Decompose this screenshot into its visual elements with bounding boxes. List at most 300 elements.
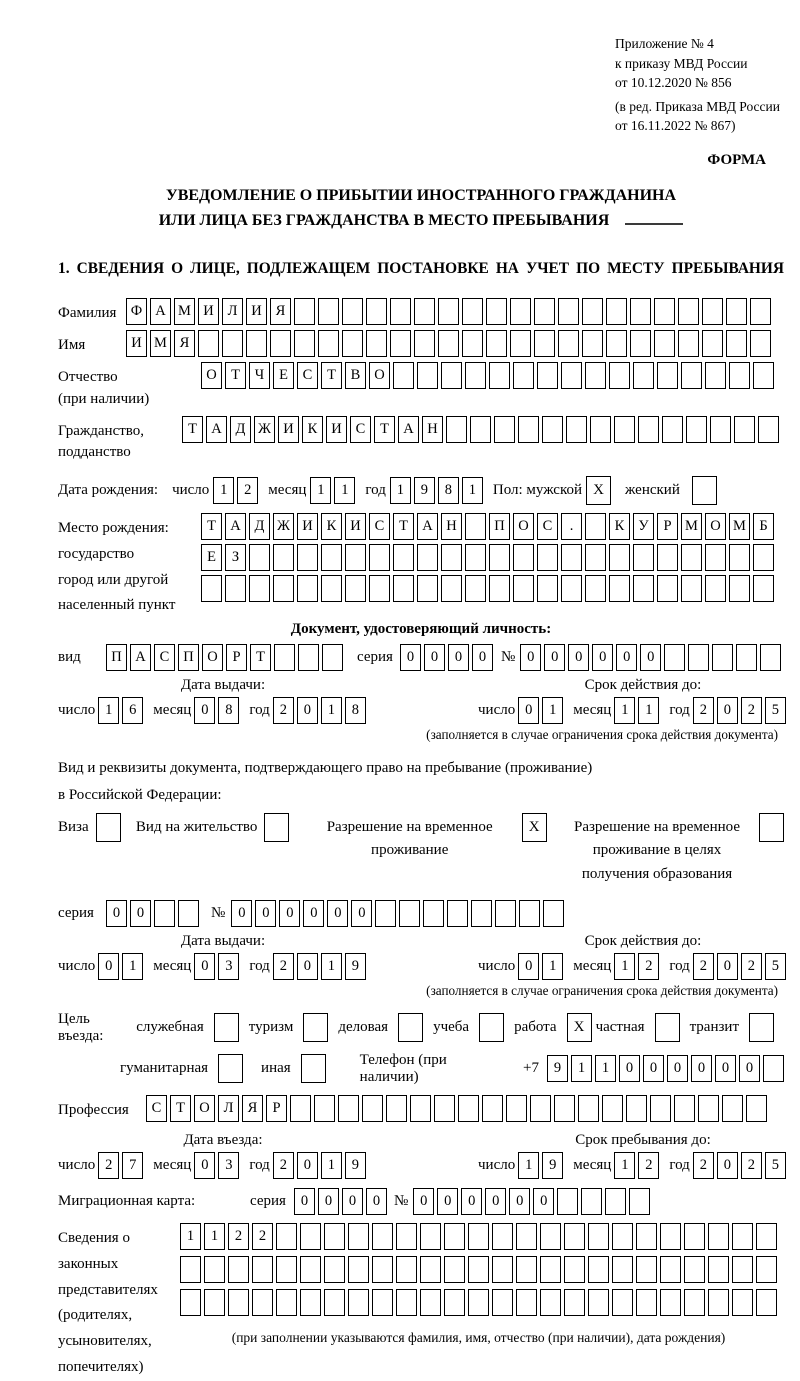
char-box[interactable]: О [369, 362, 390, 389]
char-box[interactable] [322, 644, 343, 671]
char-box[interactable]: 9 [345, 953, 366, 980]
char-box[interactable]: И [278, 416, 299, 443]
char-box[interactable] [684, 1223, 705, 1250]
char-box[interactable]: 2 [237, 477, 258, 504]
char-box[interactable]: Н [422, 416, 443, 443]
char-box[interactable] [662, 416, 683, 443]
char-box[interactable] [590, 416, 611, 443]
char-box[interactable]: 0 [342, 1188, 363, 1215]
char-box[interactable] [252, 1289, 273, 1316]
char-box[interactable] [458, 1095, 479, 1122]
char-box[interactable]: 0 [279, 900, 300, 927]
char-box[interactable]: Д [230, 416, 251, 443]
char-box[interactable] [393, 575, 414, 602]
char-box[interactable] [636, 1223, 657, 1250]
char-box[interactable] [681, 575, 702, 602]
char-box[interactable] [465, 362, 486, 389]
char-box[interactable] [750, 298, 771, 325]
char-box[interactable]: 9 [414, 477, 435, 504]
char-box[interactable]: 8 [218, 697, 239, 724]
char-box[interactable] [420, 1223, 441, 1250]
char-box[interactable] [324, 1223, 345, 1250]
char-box[interactable]: А [225, 513, 246, 540]
char-box[interactable] [465, 575, 486, 602]
char-box[interactable]: 0 [437, 1188, 458, 1215]
char-box[interactable] [753, 362, 774, 389]
char-box[interactable] [372, 1223, 393, 1250]
char-box[interactable]: 2 [693, 953, 714, 980]
char-box[interactable] [300, 1256, 321, 1283]
char-box[interactable]: Т [201, 513, 222, 540]
char-box[interactable]: 0 [592, 644, 613, 671]
char-box[interactable] [375, 900, 396, 927]
char-box[interactable]: 0 [424, 644, 445, 671]
char-box[interactable] [513, 575, 534, 602]
char-box[interactable]: М [150, 330, 171, 357]
char-box[interactable] [702, 298, 723, 325]
char-box[interactable]: С [369, 513, 390, 540]
char-box[interactable]: 2 [741, 697, 762, 724]
char-box[interactable]: Т [225, 362, 246, 389]
char-box[interactable]: 0 [194, 1152, 215, 1179]
char-box[interactable] [298, 644, 319, 671]
char-box[interactable]: Е [273, 362, 294, 389]
char-box[interactable]: М [729, 513, 750, 540]
char-box[interactable] [756, 1223, 777, 1250]
char-box[interactable] [530, 1095, 551, 1122]
char-box[interactable]: И [297, 513, 318, 540]
char-box[interactable]: 2 [252, 1223, 273, 1250]
char-box[interactable] [688, 644, 709, 671]
char-box[interactable] [684, 1256, 705, 1283]
char-box[interactable] [462, 298, 483, 325]
char-box[interactable]: 9 [345, 1152, 366, 1179]
char-box[interactable] [324, 1289, 345, 1316]
char-box[interactable]: Ж [273, 513, 294, 540]
char-box[interactable] [345, 544, 366, 571]
purpose-private-checkbox[interactable] [655, 1013, 680, 1042]
char-box[interactable]: 2 [98, 1152, 119, 1179]
char-box[interactable] [581, 1188, 602, 1215]
char-box[interactable] [348, 1223, 369, 1250]
char-box[interactable]: 1 [571, 1055, 592, 1082]
purpose-study-checkbox[interactable] [479, 1013, 504, 1042]
char-box[interactable] [626, 1095, 647, 1122]
char-box[interactable] [633, 544, 654, 571]
char-box[interactable]: 2 [273, 953, 294, 980]
char-box[interactable] [492, 1289, 513, 1316]
char-box[interactable] [588, 1256, 609, 1283]
char-box[interactable] [609, 544, 630, 571]
char-box[interactable]: К [609, 513, 630, 540]
char-box[interactable]: Л [218, 1095, 239, 1122]
char-box[interactable] [486, 298, 507, 325]
char-box[interactable]: 0 [400, 644, 421, 671]
char-box[interactable] [345, 575, 366, 602]
purpose-other-checkbox[interactable] [301, 1054, 326, 1083]
char-box[interactable] [674, 1095, 695, 1122]
char-box[interactable] [753, 575, 774, 602]
char-box[interactable] [297, 575, 318, 602]
char-box[interactable] [516, 1223, 537, 1250]
char-box[interactable]: 0 [485, 1188, 506, 1215]
char-box[interactable]: 3 [218, 953, 239, 980]
char-box[interactable] [543, 900, 564, 927]
char-box[interactable] [636, 1289, 657, 1316]
char-box[interactable] [444, 1289, 465, 1316]
char-box[interactable] [712, 644, 733, 671]
char-box[interactable] [630, 330, 651, 357]
char-box[interactable] [537, 362, 558, 389]
char-box[interactable] [678, 330, 699, 357]
char-box[interactable] [585, 362, 606, 389]
char-box[interactable]: 0 [715, 1055, 736, 1082]
char-box[interactable] [273, 575, 294, 602]
char-box[interactable] [252, 1256, 273, 1283]
char-box[interactable] [297, 544, 318, 571]
char-box[interactable] [396, 1256, 417, 1283]
char-box[interactable]: О [513, 513, 534, 540]
char-box[interactable]: 2 [693, 697, 714, 724]
char-box[interactable] [423, 900, 444, 927]
char-box[interactable] [708, 1289, 729, 1316]
char-box[interactable] [417, 362, 438, 389]
char-box[interactable] [249, 575, 270, 602]
char-box[interactable] [705, 544, 726, 571]
char-box[interactable] [180, 1256, 201, 1283]
char-box[interactable] [638, 416, 659, 443]
char-box[interactable] [654, 298, 675, 325]
char-box[interactable]: 2 [638, 1152, 659, 1179]
char-box[interactable] [154, 900, 175, 927]
char-box[interactable]: 0 [640, 644, 661, 671]
char-box[interactable] [678, 298, 699, 325]
purpose-business-checkbox[interactable] [398, 1013, 423, 1042]
char-box[interactable]: 1 [321, 953, 342, 980]
char-box[interactable] [540, 1256, 561, 1283]
char-box[interactable]: 0 [667, 1055, 688, 1082]
char-box[interactable]: 1 [638, 697, 659, 724]
char-box[interactable] [554, 1095, 575, 1122]
char-box[interactable]: 0 [509, 1188, 530, 1215]
purpose-work-checkbox[interactable]: X [567, 1013, 592, 1042]
char-box[interactable] [417, 575, 438, 602]
char-box[interactable] [557, 1188, 578, 1215]
char-box[interactable] [222, 330, 243, 357]
char-box[interactable]: 8 [438, 477, 459, 504]
char-box[interactable] [518, 416, 539, 443]
char-box[interactable] [228, 1289, 249, 1316]
char-box[interactable] [746, 1095, 767, 1122]
char-box[interactable]: 1 [321, 697, 342, 724]
char-box[interactable] [468, 1256, 489, 1283]
temp-residence-education-checkbox[interactable] [759, 813, 784, 842]
char-box[interactable]: О [194, 1095, 215, 1122]
char-box[interactable] [686, 416, 707, 443]
char-box[interactable] [660, 1289, 681, 1316]
char-box[interactable] [366, 330, 387, 357]
char-box[interactable] [614, 416, 635, 443]
char-box[interactable] [732, 1289, 753, 1316]
char-box[interactable] [444, 1256, 465, 1283]
char-box[interactable] [489, 575, 510, 602]
char-box[interactable]: 9 [547, 1055, 568, 1082]
char-box[interactable] [513, 544, 534, 571]
char-box[interactable]: 0 [461, 1188, 482, 1215]
char-box[interactable]: 0 [106, 900, 127, 927]
char-box[interactable] [198, 330, 219, 357]
char-box[interactable] [417, 544, 438, 571]
char-box[interactable] [660, 1223, 681, 1250]
char-box[interactable]: 1 [390, 477, 411, 504]
char-box[interactable]: 0 [327, 900, 348, 927]
char-box[interactable] [506, 1095, 527, 1122]
char-box[interactable] [750, 330, 771, 357]
char-box[interactable]: 0 [518, 697, 539, 724]
char-box[interactable] [702, 330, 723, 357]
char-box[interactable] [609, 362, 630, 389]
char-box[interactable] [582, 298, 603, 325]
char-box[interactable] [492, 1256, 513, 1283]
char-box[interactable] [758, 416, 779, 443]
char-box[interactable]: 8 [345, 697, 366, 724]
char-box[interactable] [300, 1289, 321, 1316]
char-box[interactable] [386, 1095, 407, 1122]
char-box[interactable] [495, 900, 516, 927]
char-box[interactable]: 0 [533, 1188, 554, 1215]
char-box[interactable]: М [174, 298, 195, 325]
char-box[interactable]: К [321, 513, 342, 540]
char-box[interactable] [470, 416, 491, 443]
char-box[interactable] [468, 1289, 489, 1316]
char-box[interactable]: 7 [122, 1152, 143, 1179]
char-box[interactable]: Т [170, 1095, 191, 1122]
char-box[interactable]: 1 [334, 477, 355, 504]
char-box[interactable] [636, 1256, 657, 1283]
char-box[interactable] [444, 1223, 465, 1250]
char-box[interactable]: 1 [204, 1223, 225, 1250]
char-box[interactable] [585, 544, 606, 571]
char-box[interactable] [602, 1095, 623, 1122]
char-box[interactable] [540, 1289, 561, 1316]
char-box[interactable]: 1 [180, 1223, 201, 1250]
char-box[interactable]: 0 [255, 900, 276, 927]
char-box[interactable]: 2 [273, 1152, 294, 1179]
char-box[interactable]: Т [393, 513, 414, 540]
char-box[interactable] [300, 1223, 321, 1250]
char-box[interactable]: Т [250, 644, 271, 671]
char-box[interactable]: А [150, 298, 171, 325]
char-box[interactable] [324, 1256, 345, 1283]
char-box[interactable] [684, 1289, 705, 1316]
char-box[interactable]: Ч [249, 362, 270, 389]
char-box[interactable]: О [201, 362, 222, 389]
char-box[interactable]: К [302, 416, 323, 443]
char-box[interactable]: 0 [520, 644, 541, 671]
char-box[interactable]: 0 [616, 644, 637, 671]
char-box[interactable]: Р [657, 513, 678, 540]
char-box[interactable] [494, 416, 515, 443]
char-box[interactable]: 1 [542, 953, 563, 980]
purpose-tourism-checkbox[interactable] [303, 1013, 328, 1042]
char-box[interactable]: 0 [413, 1188, 434, 1215]
char-box[interactable]: Т [321, 362, 342, 389]
char-box[interactable] [314, 1095, 335, 1122]
char-box[interactable] [348, 1289, 369, 1316]
char-box[interactable] [734, 416, 755, 443]
char-box[interactable] [588, 1289, 609, 1316]
char-box[interactable] [441, 362, 462, 389]
char-box[interactable]: 1 [614, 697, 635, 724]
char-box[interactable] [612, 1289, 633, 1316]
char-box[interactable]: 2 [273, 697, 294, 724]
char-box[interactable] [729, 544, 750, 571]
char-box[interactable]: А [398, 416, 419, 443]
char-box[interactable]: Т [182, 416, 203, 443]
char-box[interactable] [708, 1256, 729, 1283]
char-box[interactable] [438, 330, 459, 357]
char-box[interactable]: 5 [765, 697, 786, 724]
char-box[interactable]: 1 [310, 477, 331, 504]
residence-permit-checkbox[interactable] [264, 813, 289, 842]
char-box[interactable] [510, 298, 531, 325]
char-box[interactable] [537, 575, 558, 602]
char-box[interactable]: 0 [194, 953, 215, 980]
char-box[interactable]: 0 [98, 953, 119, 980]
char-box[interactable] [390, 330, 411, 357]
char-box[interactable] [612, 1223, 633, 1250]
char-box[interactable] [276, 1223, 297, 1250]
char-box[interactable] [204, 1256, 225, 1283]
char-box[interactable]: Б [753, 513, 774, 540]
char-box[interactable] [540, 1223, 561, 1250]
char-box[interactable] [420, 1256, 441, 1283]
char-box[interactable] [489, 544, 510, 571]
char-box[interactable] [657, 575, 678, 602]
char-box[interactable]: 0 [619, 1055, 640, 1082]
char-box[interactable] [294, 298, 315, 325]
char-box[interactable]: 1 [98, 697, 119, 724]
char-box[interactable]: И [246, 298, 267, 325]
char-box[interactable] [318, 298, 339, 325]
char-box[interactable] [393, 544, 414, 571]
char-box[interactable]: 1 [614, 953, 635, 980]
char-box[interactable] [414, 298, 435, 325]
char-box[interactable] [654, 330, 675, 357]
char-box[interactable] [650, 1095, 671, 1122]
char-box[interactable]: Л [222, 298, 243, 325]
temp-residence-checkbox[interactable]: X [522, 813, 547, 842]
char-box[interactable] [510, 330, 531, 357]
char-box[interactable] [534, 330, 555, 357]
char-box[interactable] [274, 644, 295, 671]
char-box[interactable] [729, 575, 750, 602]
char-box[interactable]: 1 [462, 477, 483, 504]
char-box[interactable]: 0 [717, 953, 738, 980]
char-box[interactable]: 0 [717, 1152, 738, 1179]
char-box[interactable] [270, 330, 291, 357]
char-box[interactable] [489, 362, 510, 389]
char-box[interactable]: Р [226, 644, 247, 671]
char-box[interactable] [420, 1289, 441, 1316]
char-box[interactable] [249, 544, 270, 571]
char-box[interactable] [612, 1256, 633, 1283]
char-box[interactable]: 0 [518, 953, 539, 980]
char-box[interactable] [434, 1095, 455, 1122]
char-box[interactable] [657, 362, 678, 389]
char-box[interactable] [468, 1223, 489, 1250]
char-box[interactable] [273, 544, 294, 571]
char-box[interactable] [534, 298, 555, 325]
char-box[interactable]: Я [242, 1095, 263, 1122]
char-box[interactable] [519, 900, 540, 927]
char-box[interactable] [630, 298, 651, 325]
char-box[interactable] [629, 1188, 650, 1215]
char-box[interactable]: 0 [130, 900, 151, 927]
char-box[interactable] [657, 544, 678, 571]
char-box[interactable]: 1 [614, 1152, 635, 1179]
char-box[interactable]: 2 [693, 1152, 714, 1179]
char-box[interactable]: 0 [472, 644, 493, 671]
char-box[interactable]: 0 [303, 900, 324, 927]
char-box[interactable] [396, 1289, 417, 1316]
char-box[interactable] [246, 330, 267, 357]
char-box[interactable]: П [106, 644, 127, 671]
char-box[interactable] [561, 362, 582, 389]
char-box[interactable]: 1 [122, 953, 143, 980]
char-box[interactable] [321, 575, 342, 602]
char-box[interactable]: Е [201, 544, 222, 571]
char-box[interactable] [342, 330, 363, 357]
char-box[interactable]: 1 [321, 1152, 342, 1179]
char-box[interactable]: 2 [638, 953, 659, 980]
char-box[interactable] [462, 330, 483, 357]
char-box[interactable]: . [561, 513, 582, 540]
char-box[interactable] [369, 544, 390, 571]
char-box[interactable]: 0 [568, 644, 589, 671]
char-box[interactable] [369, 575, 390, 602]
char-box[interactable] [710, 416, 731, 443]
char-box[interactable] [276, 1256, 297, 1283]
char-box[interactable] [486, 330, 507, 357]
char-box[interactable] [566, 416, 587, 443]
char-box[interactable]: П [489, 513, 510, 540]
char-box[interactable]: 0 [297, 953, 318, 980]
char-box[interactable] [465, 513, 486, 540]
char-box[interactable]: И [326, 416, 347, 443]
char-box[interactable] [399, 900, 420, 927]
sex-female-checkbox[interactable] [692, 476, 717, 505]
char-box[interactable] [578, 1095, 599, 1122]
char-box[interactable] [410, 1095, 431, 1122]
char-box[interactable]: 5 [765, 1152, 786, 1179]
char-box[interactable] [447, 900, 468, 927]
char-box[interactable] [537, 544, 558, 571]
char-box[interactable]: 0 [318, 1188, 339, 1215]
char-box[interactable] [396, 1223, 417, 1250]
char-box[interactable]: 0 [448, 644, 469, 671]
sex-male-checkbox[interactable]: X [586, 476, 611, 505]
char-box[interactable] [606, 298, 627, 325]
char-box[interactable]: А [130, 644, 151, 671]
char-box[interactable]: 0 [231, 900, 252, 927]
char-box[interactable] [465, 544, 486, 571]
char-box[interactable]: Р [266, 1095, 287, 1122]
char-box[interactable]: О [202, 644, 223, 671]
visa-checkbox[interactable] [96, 813, 121, 842]
char-box[interactable] [393, 362, 414, 389]
char-box[interactable] [321, 544, 342, 571]
